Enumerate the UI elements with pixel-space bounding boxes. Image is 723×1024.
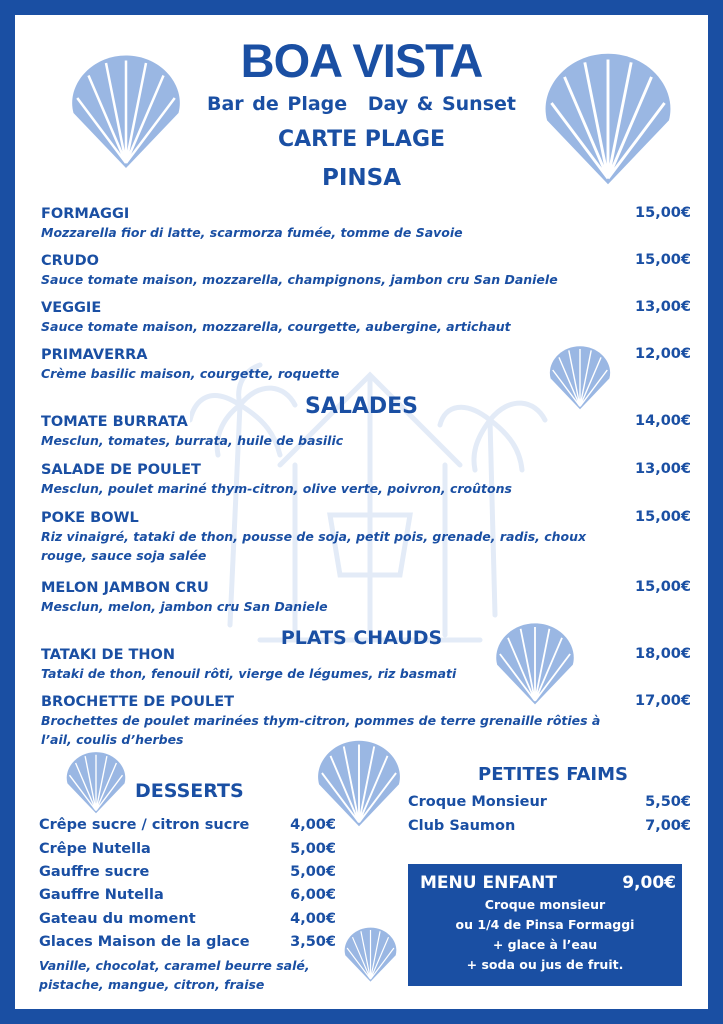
- menu-enfant-line: + soda ou jus de fruit.: [466, 957, 624, 972]
- menu-item: [41, 299, 691, 336]
- item-desc: Sauce tomate maison, mozzarella, courgette, aubergine, artichaut: [41, 319, 511, 334]
- item-price: 13,00€: [635, 461, 691, 477]
- menu-enfant-price: 9,00€: [622, 873, 676, 893]
- menu-enfant-box: [408, 864, 682, 986]
- item-name: VEGGIE: [41, 300, 102, 316]
- item-name: POKE BOWL: [41, 510, 139, 526]
- item-name: FORMAGGI: [41, 206, 130, 222]
- item-name: TOMATE BURRATA: [41, 414, 188, 430]
- petite-row: [408, 794, 691, 810]
- menu-enfant-line: ou 1/4 de Pinsa Formaggi: [455, 917, 635, 932]
- item-price: 17,00€: [635, 693, 691, 709]
- menu-enfant-line: + glace à l’eau: [492, 937, 598, 952]
- carte-title: CARTE PLAGE: [277, 127, 446, 152]
- item-name: MELON JAMBON CRU: [41, 580, 209, 596]
- petite-name: Club Saumon: [408, 818, 516, 834]
- shell-icon: [60, 748, 132, 816]
- dessert-row: [39, 817, 336, 833]
- menu-item: [41, 693, 691, 749]
- item-desc: Mesclun, tomates, burrata, huile de basilic: [41, 433, 344, 448]
- item-desc: Crème basilic maison, courgette, roquette: [41, 366, 340, 381]
- item-desc: Mesclun, poulet mariné thym-citron, olive verte, poivron, croûtons: [41, 481, 512, 496]
- item-price: 15,00€: [635, 205, 691, 221]
- dessert-price: 5,00€: [290, 864, 336, 880]
- item-name: PRIMAVERRA: [41, 347, 148, 363]
- dessert-name: Gauffre sucre: [39, 864, 150, 880]
- section-pinsa: PINSA: [321, 165, 402, 191]
- item-price: 15,00€: [635, 252, 691, 268]
- section-plats: PLATS CHAUDS: [280, 627, 443, 649]
- dessert-price: 6,00€: [290, 887, 336, 903]
- dessert-row: [39, 864, 336, 880]
- item-name: BROCHETTE DE POULET: [41, 694, 235, 710]
- tagline-right: Day & Sunset: [367, 93, 516, 115]
- item-desc: Tataki de thon, fenouil rôti, vierge de légumes, riz basmati: [41, 666, 457, 681]
- item-desc: Mesclun, melon, jambon cru San Daniele: [41, 599, 328, 614]
- menu-item: [41, 579, 691, 616]
- menu-item: [41, 646, 691, 683]
- menu-item: [41, 252, 691, 289]
- dessert-price: 5,00€: [290, 841, 336, 857]
- item-desc: Brochettes de poulet marinées thym-citron, pommes de terre grenaille rôties à l’ail, coulis d’herbes: [41, 713, 601, 747]
- menu-enfant-title: MENU ENFANT: [420, 873, 557, 893]
- dessert-name: Crêpe sucre / citron sucre: [39, 817, 250, 833]
- item-desc: Sauce tomate maison, mozzarella, champignons, jambon cru San Daniele: [41, 272, 558, 287]
- dessert-row: [39, 911, 336, 927]
- shell-icon: [309, 735, 409, 830]
- tagline-left: Bar de Plage: [207, 93, 348, 115]
- item-price: 15,00€: [635, 509, 691, 525]
- item-name: CRUDO: [41, 253, 99, 269]
- item-price: 13,00€: [635, 299, 691, 315]
- dessert-name: Glaces Maison de la glace: [39, 934, 250, 950]
- dessert-row: [39, 841, 336, 857]
- shell-icon: [338, 924, 403, 984]
- item-price: 18,00€: [635, 646, 691, 662]
- petite-price: 5,50€: [645, 794, 691, 810]
- menu-item: [41, 413, 691, 450]
- menu-item: [41, 346, 691, 383]
- dessert-row: [39, 934, 336, 950]
- dessert-name: Gauffre Nutella: [39, 887, 164, 903]
- dessert-name: Crêpe Nutella: [39, 841, 151, 857]
- dessert-name: Gateau du moment: [39, 911, 196, 927]
- brand-title: BOA VISTA: [240, 34, 483, 87]
- menu-enfant-line: Croque monsieur: [484, 897, 606, 912]
- dessert-price: 3,50€: [290, 934, 336, 950]
- menu-item: [41, 509, 691, 565]
- section-salades: SALADES: [304, 394, 419, 419]
- item-price: 15,00€: [635, 579, 691, 595]
- menu-item: [41, 205, 691, 242]
- item-name: SALADE DE POULET: [41, 462, 201, 478]
- item-name: TATAKI DE THON: [41, 647, 176, 663]
- glaces-flavours: [39, 956, 339, 994]
- item-desc: Riz vinaigré, tataki de thon, pousse de soja, petit pois, grenade, radis, choux rouge, sauce soja salée: [41, 529, 587, 563]
- petite-row: [408, 818, 691, 834]
- section-petites: PETITES FAIMS: [478, 764, 629, 785]
- menu-item: [41, 461, 691, 498]
- dessert-price: 4,00€: [290, 817, 336, 833]
- menu-page: [15, 15, 708, 1009]
- glaces-desc: Vanille, chocolat, caramel beurre salé, pistache, mangue, citron, fraise: [39, 958, 310, 992]
- item-price: 14,00€: [635, 413, 691, 429]
- dessert-price: 4,00€: [290, 911, 336, 927]
- dessert-row: [39, 887, 336, 903]
- item-desc: Mozzarella fior di latte, scarmorza fumée, tomme de Savoie: [41, 225, 463, 240]
- item-price: 12,00€: [635, 346, 691, 362]
- section-desserts: DESSERTS: [135, 780, 244, 802]
- petite-name: Croque Monsieur: [408, 794, 547, 810]
- petite-price: 7,00€: [645, 818, 691, 834]
- tagline: [15, 93, 708, 115]
